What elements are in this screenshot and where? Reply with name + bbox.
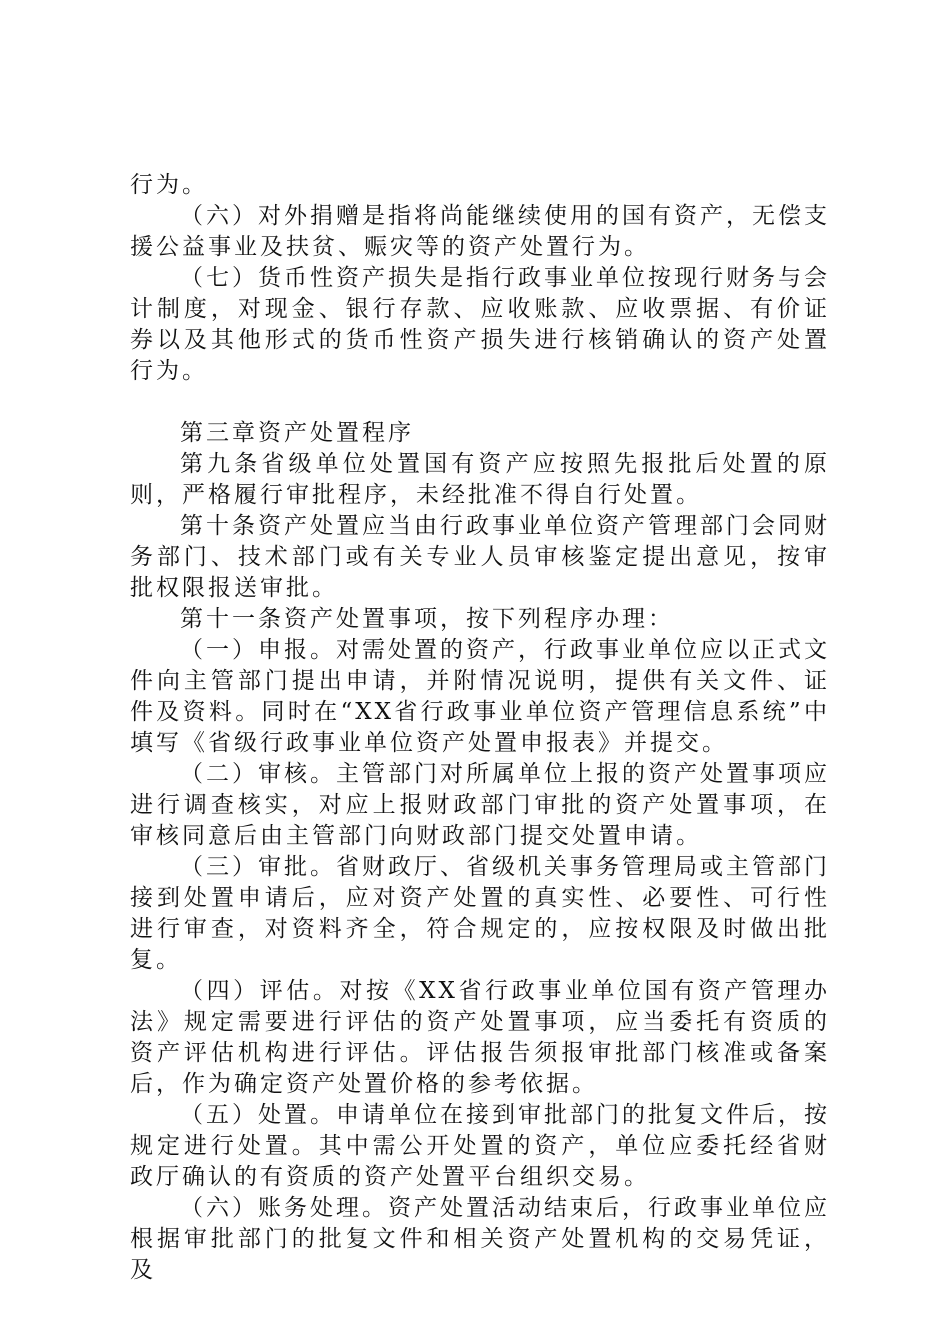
paragraph-step-declare: （一）申报。对需处置的资产，行政事业单位应以正式文件向主管部门提出申请，并附情况说明，提供有关文件、证件及资料。同时在“XX省行政事业单位资产管理信息系统”中填写《省级行政事业单位资产处置申报表》并提交。 (130, 637, 830, 756)
paragraph-step-approve: （三）审批。省财政厅、省级机关事务管理局或主管部门接到处置申请后，应对资产处置的真实性、必要性、可行性进行审查，对资料齐全，符合规定的，应按权限及时做出批复。 (130, 854, 830, 973)
paragraph-continuation: 行为。 (130, 172, 208, 198)
paragraph-article-ten: 第十条资产处置应当由行政事业单位资产管理部门会同财务部门、技术部门或有关专业人员审核鉴定提出意见，按审批权限报送审批。 (130, 513, 830, 601)
paragraph-article-eleven: 第十一条资产处置事项，按下列程序办理： (180, 606, 674, 632)
paragraph-step-accounting: （六）账务处理。资产处置活动结束后，行政事业单位应根据审批部门的批复文件和相关资产处置机构的交易凭证，及 (130, 1195, 830, 1283)
document-body (130, 170, 830, 1286)
paragraph-item-six-donation: （六）对外捐赠是指将尚能继续使用的国有资产，无偿支援公益事业及扶贫、赈灾等的资产处置行为。 (130, 203, 830, 260)
paragraph-article-nine: 第九条省级单位处置国有资产应按照先报批后处置的原则，严格履行审批程序，未经批准不得自行处置。 (130, 451, 830, 508)
paragraph-item-seven-monetary-loss: （七）货币性资产损失是指行政事业单位按现行财务与会计制度，对现金、银行存款、应收账款、应收票据、有价证券以及其他形式的货币性资产损失进行核销确认的资产处置行为。 (130, 265, 830, 384)
chapter-heading: 第三章资产处置程序 (180, 420, 414, 446)
paragraph-step-dispose: （五）处置。申请单位在接到审批部门的批复文件后，按规定进行处置。其中需公开处置的资产，单位应委托经省财政厅确认的有资质的资产处置平台组织交易。 (130, 1102, 830, 1190)
paragraph-step-evaluate: （四）评估。对按《XX省行政事业单位国有资产管理办法》规定需要进行评估的资产处置事项，应当委托有资质的资产评估机构进行评估。评估报告须报审批部门核准或备案后，作为确定资产处置价格的参考依据。 (130, 978, 830, 1097)
paragraph-step-review: （二）审核。主管部门对所属单位上报的资产处置事项应进行调查核实，对应上报财政部门审批的资产处置事项，在审核同意后由主管部门向财政部门提交处置申请。 (130, 761, 830, 849)
